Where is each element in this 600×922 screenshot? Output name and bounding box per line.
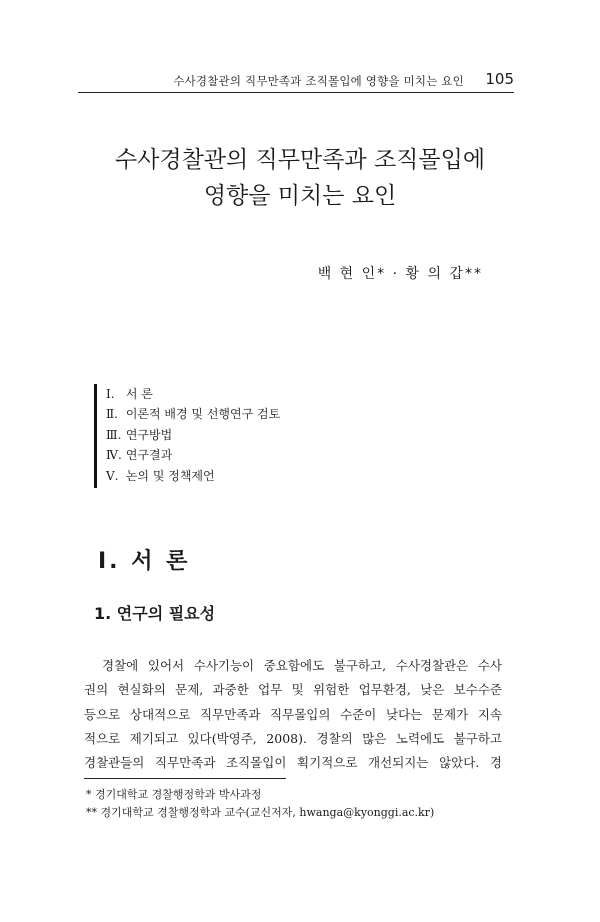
subsection-heading: 1. 연구의 필요성: [94, 604, 216, 623]
table-of-contents: [94, 384, 366, 488]
body-text-line: 권의 현실화의 문제, 과중한 업무 및 위험한 업무환경, 낮은 보수수준: [84, 682, 502, 697]
toc-item: [106, 466, 366, 486]
toc-item-label: 이론적 배경 및 선행연구 검토: [125, 407, 281, 422]
toc-item-label: 연구방법: [125, 427, 173, 442]
toc-item: [106, 425, 366, 445]
running-title: 수사경찰관의 직무만족과 조직몰입에 영향을 미치는 요인: [173, 74, 464, 88]
toc-item-number: Ⅱ.: [106, 407, 118, 422]
toc-item-label: 서 론: [125, 387, 153, 401]
toc-item-number: Ⅴ.: [106, 468, 119, 483]
body-text-line: 등으로 상대적으로 직무만족과 직무몰입의 수준이 낮다는 문제가 지속: [84, 707, 502, 722]
body-text-line: 경찰관들의 직무만족과 조직몰입이 획기적으로 개선되지는 않았다. 경: [84, 755, 502, 770]
article-title-line-2: 영향을 미치는 요인: [203, 183, 397, 209]
toc-item: [106, 445, 366, 465]
author-list: 백 현 인* · 황 의 갑**: [317, 266, 483, 282]
page-number: 105: [485, 70, 514, 88]
toc-item-number: Ⅰ.: [106, 387, 115, 401]
toc-item-label: 논의 및 정책제언: [125, 468, 215, 483]
section-heading: Ⅰ. 서 론: [98, 549, 191, 574]
running-header: [78, 70, 514, 93]
toc-item-number: Ⅳ.: [106, 448, 122, 463]
toc-item-number: Ⅲ.: [106, 427, 122, 442]
body-text-line: 적으로 제기되고 있다(박영주, 2008). 경찰의 많은 노력에도 불구하고: [84, 731, 502, 746]
body-text-line: 경찰에 있어서 수사기능이 중요함에도 불구하고, 수사경찰관은 수사: [102, 658, 502, 673]
article-title-line-1: 수사경찰관의 직무만족과 조직몰입에: [114, 147, 486, 173]
toc-item-label: 연구결과: [125, 448, 173, 463]
footnote-divider: [84, 778, 286, 779]
toc-item: [106, 384, 366, 404]
footnote: * 경기대학교 경찰행정학과 박사과정: [86, 788, 262, 801]
toc-item: [106, 404, 366, 424]
footnote: ** 경기대학교 경찰행정학과 교수(교신저자, hwanga@kyonggi.ac.kr): [86, 806, 435, 819]
